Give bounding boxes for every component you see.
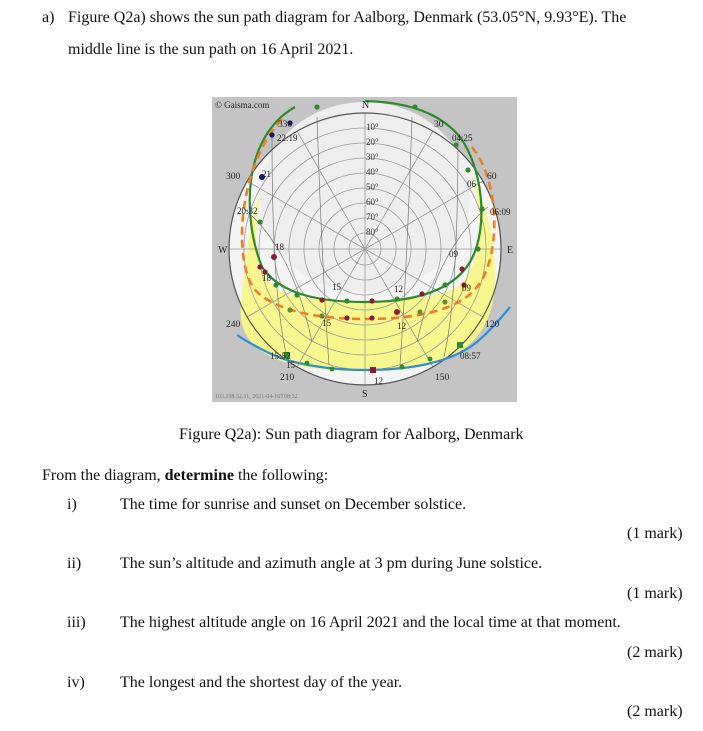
time-label: 12 [374,376,383,386]
instruction-bold: determine [164,467,234,484]
azimuth-label: 300 [226,172,241,182]
item-text: The longest and the shortest day of the year. [120,674,403,691]
item-text: The time for sunrise and sunset on December solstice. [120,496,467,513]
item-mark: (1 mark) [627,525,683,542]
time-label: 04:25 [452,133,473,143]
altitude-label: 30° [366,152,379,162]
time-label: 06 [467,179,476,189]
time-label: 12 [394,284,403,294]
time-label: 15:52 [270,351,291,361]
time-label: 22:19 [277,133,298,143]
azimuth-label: 330 [278,120,293,130]
item-text: The highest altitude angle on 16 April 2021 and the local time at that moment. [120,614,621,631]
compass-e: E [507,245,514,256]
time-label: 18 [262,273,271,283]
azimuth-label: 60 [487,172,497,182]
azimuth-label: 240 [226,320,241,330]
question-line-1: Figure Q2a) shows the sun path diagram for Aalborg, Denmark (53.05°N, 9.93°E). The [68,9,627,26]
copyright-label: © Gaisma.com [215,100,270,110]
azimuth-label: 30 [434,120,444,130]
instruction-suffix: the following: [233,467,329,484]
time-label: 12 [397,321,406,331]
figure-caption: Figure Q2a): Sun path diagram for Aalborg, Denmark [179,426,524,443]
item-mark: (1 mark) [627,585,683,602]
time-label: 21 [262,169,271,179]
time-label: 20:32 [237,206,258,216]
altitude-label: 20° [366,137,379,147]
altitude-label: 50° [366,182,379,192]
compass-n: N [362,100,370,111]
altitude-label: 60° [366,197,379,207]
item-text: The sun’s altitude and azimuth angle at 3 pm during June solstice. [120,555,543,572]
time-label: 15 [322,318,331,328]
azimuth-label: 210 [280,373,295,383]
time-label: 09 [462,283,471,293]
time-label: 15 [286,360,295,370]
altitude-label: 80° [366,227,379,237]
item-number: ii) [67,555,82,572]
azimuth-label: 150 [435,373,450,383]
time-label: 15 [332,282,341,292]
time-label: 08:57 [460,351,481,361]
time-label: 18 [275,242,284,252]
item-number: iii) [67,614,86,631]
question-line-2: middle line is the sun path on 16 April 2021. [68,41,354,58]
footer-stamp: 103.198.52.11, 2021-04-16T08:52 [215,394,298,400]
item-mark: (2 mark) [627,703,683,720]
azimuth-label: 120 [485,320,500,330]
item-number: iv) [67,674,85,691]
altitude-label: 40° [366,167,379,177]
item-mark: (2 mark) [627,644,683,661]
compass-w: W [218,245,228,256]
altitude-label: 70° [366,212,379,222]
compass-s: S [362,389,368,400]
sun-path-diagram [212,97,517,402]
time-label: 09 [449,249,458,259]
instruction-prefix: From the diagram, [42,467,165,484]
time-label: 06:09 [490,207,511,217]
instruction-line [42,466,328,486]
altitude-label: 10° [366,122,379,132]
question-label: a) [42,9,55,26]
item-number: i) [67,496,77,513]
